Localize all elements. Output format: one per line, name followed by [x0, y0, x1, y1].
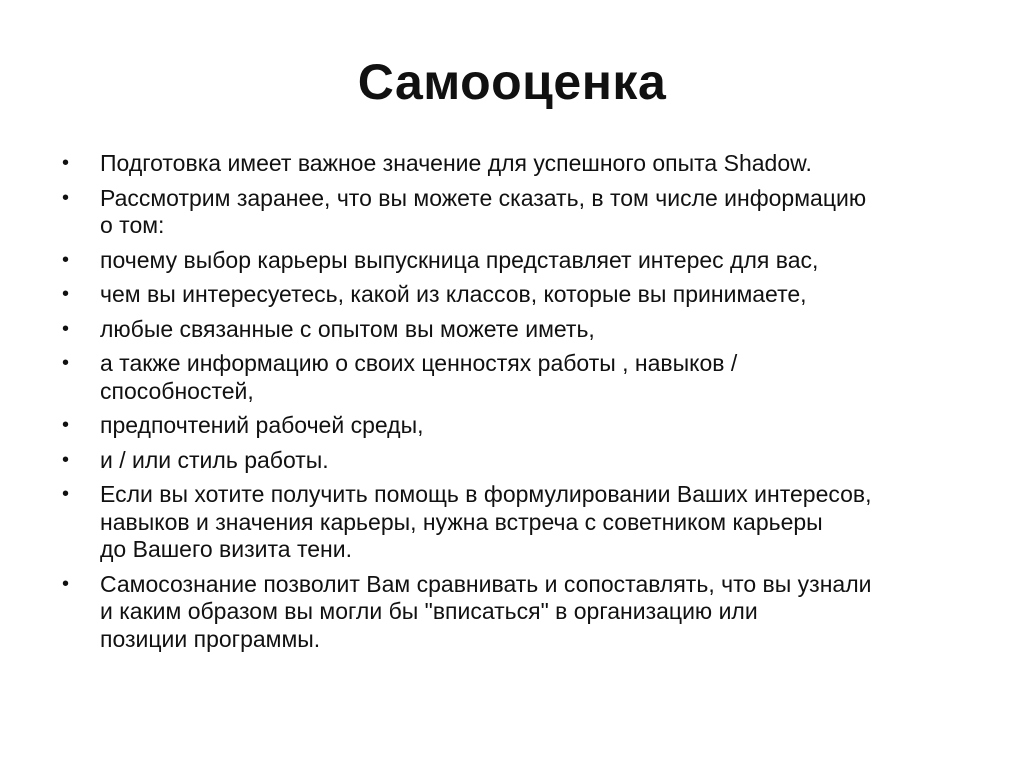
list-item	[62, 481, 982, 564]
bullet-text: и / или стиль работы.	[100, 446, 329, 473]
bullet-dot-icon: •	[62, 352, 70, 374]
list-item	[62, 281, 982, 309]
bullet-text: Подготовка имеет важное значение для успешного опыта Shadow.	[100, 150, 812, 176]
bullet-dot-icon: •	[62, 572, 70, 595]
bullet-text: почему выбор карьеры выпускница представляет интерес для вас,	[100, 246, 819, 273]
bullet-text: любые связанные с опытом вы можете иметь,	[100, 315, 595, 342]
list-item	[62, 247, 982, 275]
bullet-text: предпочтений рабочей среды,	[100, 412, 424, 438]
list-item	[62, 316, 982, 344]
bullet-dot-icon: •	[62, 448, 70, 471]
list-item	[62, 350, 982, 405]
bullet-dot-icon: •	[62, 317, 70, 340]
list-item	[62, 571, 982, 654]
bullet-text: а также информацию о своих ценностях работы , навыков / способностей,	[100, 350, 738, 404]
list-item	[62, 150, 982, 178]
bullet-dot-icon: •	[62, 186, 70, 209]
bullet-text: чем вы интересуетесь, какой из классов, которые вы принимаете,	[100, 281, 807, 307]
bullet-dot-icon: •	[62, 283, 70, 305]
bullet-text: Рассмотрим заранее, что вы можете сказать, в том числе информацию о том:	[100, 184, 867, 238]
bullet-dot-icon: •	[62, 152, 70, 174]
slide-title: Самооценка	[357, 54, 667, 110]
bullet-text: Если вы хотите получить помощь в формулировании Ваших интересов, навыков и значения карьеры, нужна встреча с советником карьеры до Вашего визита тени.	[100, 481, 872, 562]
bullet-dot-icon: •	[62, 414, 70, 436]
bullet-dot-icon: •	[62, 248, 70, 271]
list-item	[62, 412, 982, 440]
list-item	[62, 185, 982, 240]
bullet-text: Самосознание позволит Вам сравнивать и сопоставлять, что вы узнали и каким образом вы могли бы "вписаться" в организацию или позиции программы.	[100, 570, 872, 652]
bullet-dot-icon: •	[62, 483, 70, 505]
bullet-list	[62, 150, 982, 660]
list-item	[62, 447, 982, 475]
